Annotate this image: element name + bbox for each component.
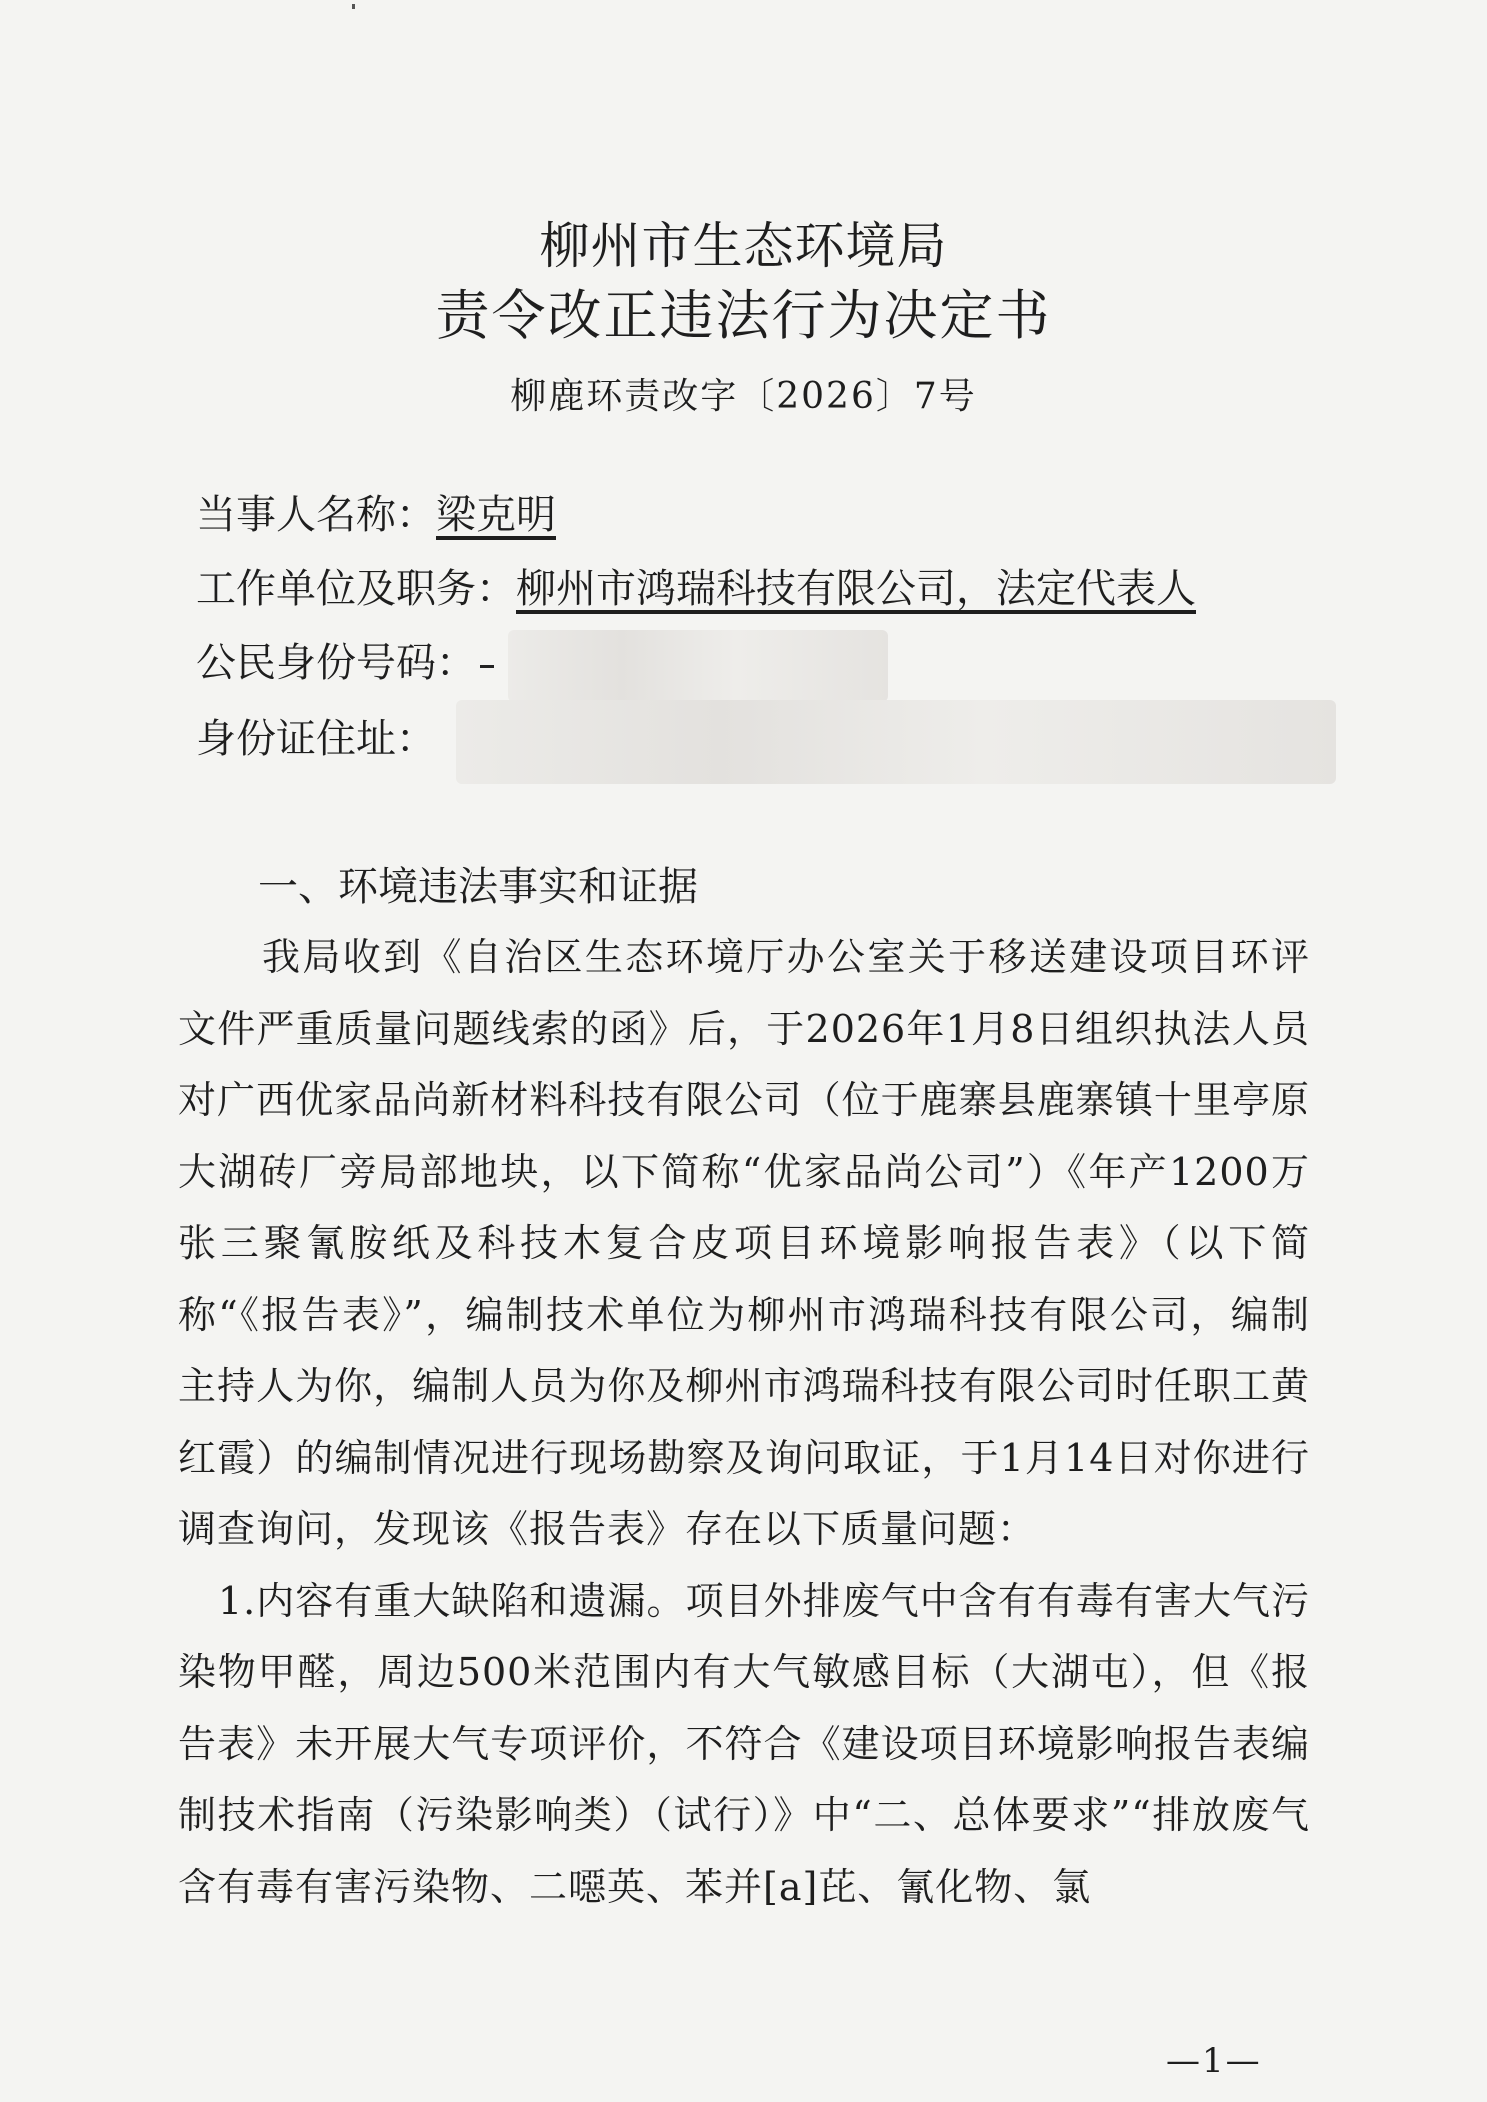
party-workplace-label: 工作单位及职务：: [196, 566, 516, 612]
party-name-value: 梁克明: [436, 492, 556, 538]
document-number: 柳鹿环责改字〔2026〕7号: [510, 376, 977, 417]
party-info: [196, 478, 1336, 774]
id-dash: [480, 665, 494, 668]
document-title: 责令改正违法行为决定书: [435, 284, 1052, 347]
id-number-redaction: [508, 630, 888, 702]
party-address-row: [196, 700, 1336, 774]
party-id-row: [196, 626, 1336, 700]
body-paragraph-2: 1.内容有重大缺陷和遗漏。项目外排废气中含有有毒有害大气污染物甲醛，周边500米范围内有大气敏感目标（大湖屯），但《报告表》未开展大气专项评价，不符合《建设项目环境影响报告表编制技术指南（污染影响类）（试行）》中“二、总体要求”“排放废气含有毒有害污染物、二噁英、苯并[a]芘、氰化物、氯: [178, 1578, 1310, 1909]
document-body: [178, 852, 1310, 1923]
party-workplace-row: [196, 552, 1336, 626]
scan-speck: [352, 4, 355, 9]
address-redaction: [456, 700, 1336, 784]
issuing-authority-title: 柳州市生态环境局: [539, 217, 948, 275]
document-header: [0, 214, 1487, 419]
body-paragraph-1: 我局收到《自治区生态环境厅办公室关于移送建设项目环评文件严重质量问题线索的函》后，于2026年1月8日组织执法人员对广西优家品尚新材料科技有限公司（位于鹿寨县鹿寨镇十里亭原大湖砖厂旁局部地块，以下简称“优家品尚公司”）《年产1200万张三聚氰胺纸及科技木复合皮项目环境影响报告表》（以下简称“《报告表》”，编制技术单位为柳州市鸿瑞科技有限公司，编制主持人为你，编制人员为你及柳州市鸿瑞科技有限公司时任职工黄红霞）的编制情况进行现场勘察及询问取证，于1月14日对你进行调查询问，发现该《报告表》存在以下质量问题：: [178, 935, 1310, 1551]
party-name-row: [196, 478, 1336, 552]
party-id-label: 公民身份号码：: [196, 640, 476, 686]
party-address-label: 身份证住址：: [196, 716, 436, 762]
section-heading: 一、环境违法事实和证据: [258, 864, 698, 910]
page-number: —1—: [1166, 2041, 1262, 2081]
party-workplace-value: 柳州市鸿瑞科技有限公司，法定代表人: [516, 566, 1196, 612]
party-name-label: 当事人名称：: [196, 492, 436, 538]
